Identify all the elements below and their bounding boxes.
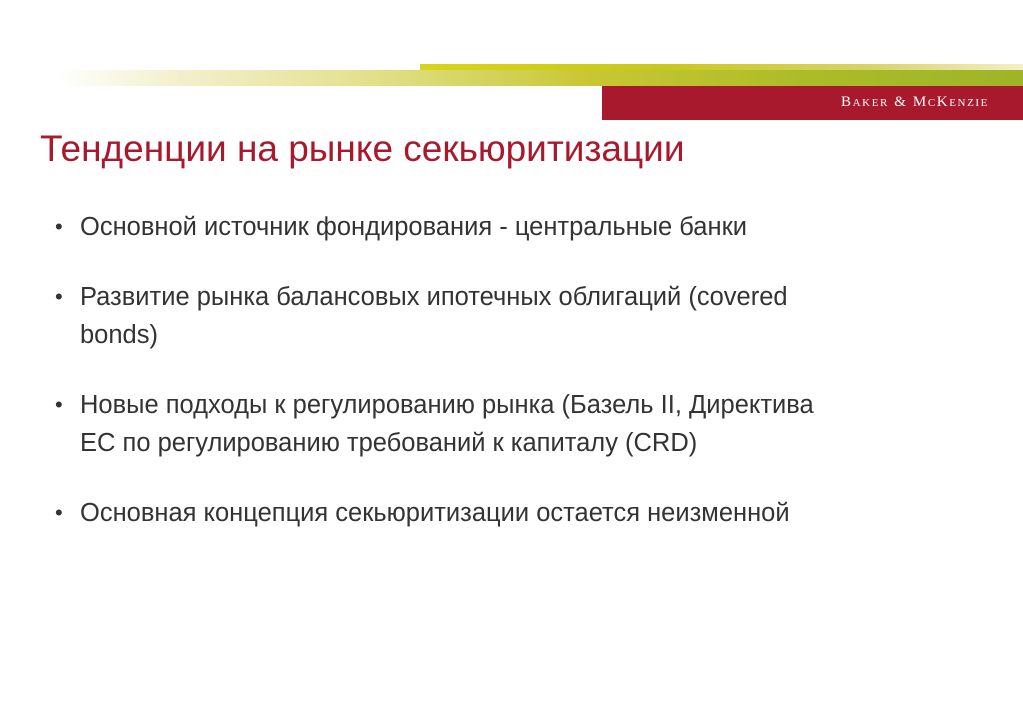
- bullet-icon: •: [55, 214, 63, 239]
- bullet-item: [55, 208, 855, 246]
- bullet-item: [55, 386, 855, 462]
- bullet-item: [55, 494, 855, 532]
- bullet-text: Основная концепция секьюритизации остается неизменной: [80, 499, 790, 527]
- bullet-text: Основной источник фондирования - центральные банки: [80, 213, 747, 241]
- bullet-list: [55, 208, 855, 532]
- bullet-item: [55, 278, 855, 354]
- slide-title: Тенденции на рынке секьюритизации: [40, 128, 685, 169]
- bullet-icon: •: [55, 500, 63, 525]
- company-logo: Baker & McKenzie: [841, 94, 989, 110]
- logo-band: [602, 86, 1023, 120]
- bullet-text: Развитие рынка балансовых ипотечных облигаций (covered bonds): [80, 283, 788, 349]
- bullet-text: Новые подходы к регулированию рынка (Базель II, Директива ЕС по регулированию требований к капиталу (CRD): [80, 391, 814, 457]
- bullet-icon: •: [55, 392, 63, 417]
- bullet-icon: •: [55, 284, 63, 309]
- decorative-gradient-stripe: [55, 70, 1023, 86]
